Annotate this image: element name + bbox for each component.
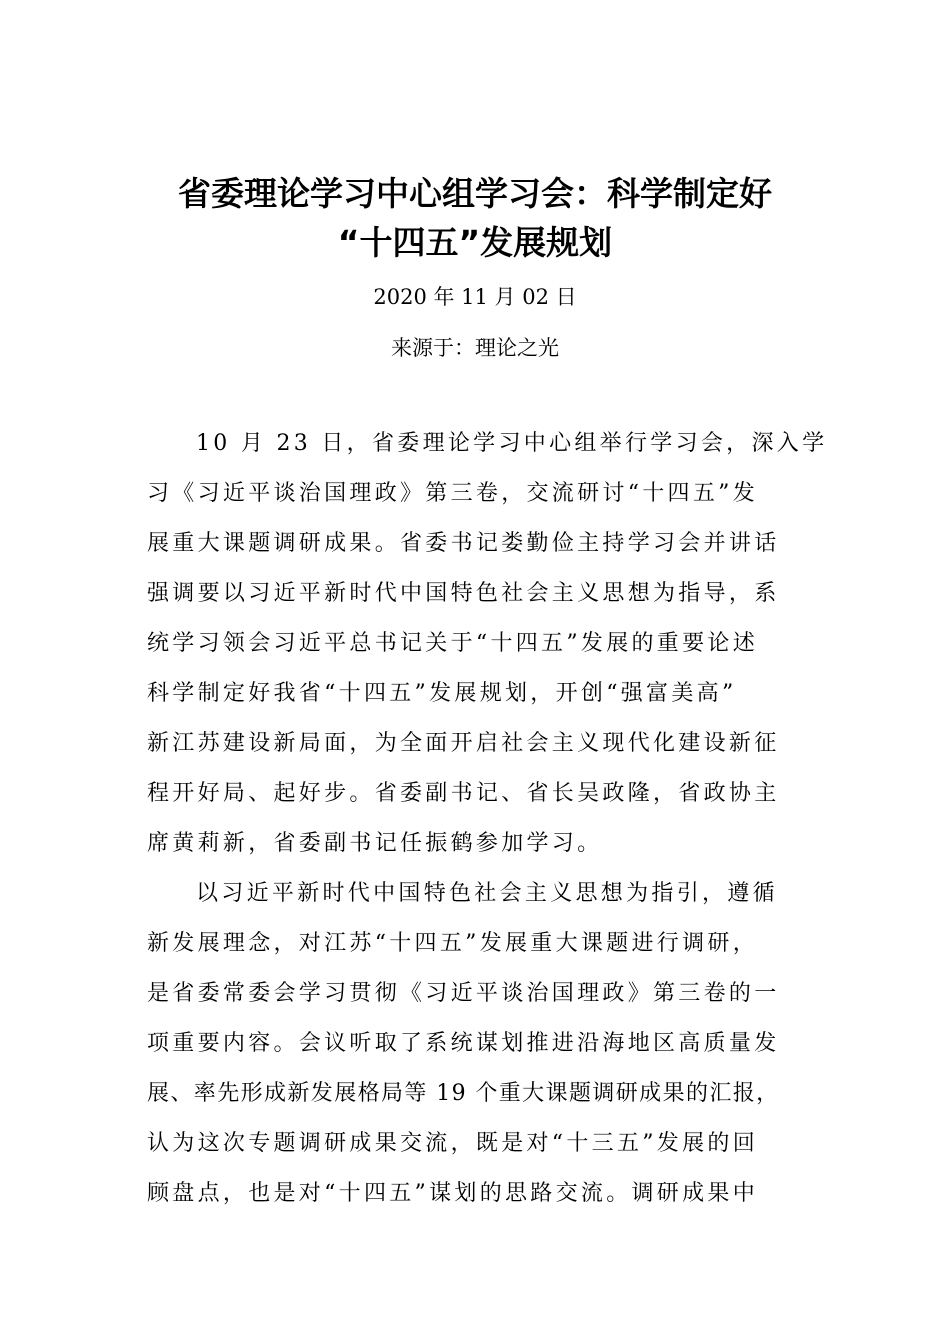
body-line: 展、率先形成新发展格局等 19 个重大课题调研成果的汇报，: [147, 1081, 780, 1106]
body-line: 程开好局、起好步。省委副书记、省长吴政隆，省政协主: [147, 781, 780, 806]
body-line: 顾盘点，也是对“十四五”谋划的思路交流。调研成果中: [147, 1181, 758, 1206]
body-line: 席黄莉新，省委副书记任振鹤参加学习。: [147, 831, 603, 856]
document-title-line-2: “十四五”发展规划: [337, 223, 613, 262]
body-line: 认为这次专题调研成果交流，既是对“十三五”发展的回: [147, 1131, 758, 1156]
document-title-line-1: 省委理论学习中心组学习会：科学制定好: [178, 174, 772, 213]
body-line: 是省委常委会学习贯彻《习近平谈治国理政》第三卷的一: [147, 981, 780, 1006]
body-line: 习《习近平谈治国理政》第三卷，交流研讨“十四五”发: [147, 481, 758, 506]
body-line: 以习近平新时代中国特色社会主义思想为指引，遵循: [196, 881, 778, 906]
body-line: 强调要以习近平新时代中国特色社会主义思想为指导，系: [147, 581, 780, 606]
body-line: 新江苏建设新局面，为全面开启社会主义现代化建设新征: [147, 731, 780, 756]
body-line: 科学制定好我省“十四五”发展规划，开创“强富美高”: [147, 681, 737, 706]
publish-date: 2020 年 11 月 02 日: [373, 285, 577, 309]
body-line: 新发展理念，对江苏“十四五”发展重大课题进行调研，: [147, 931, 758, 956]
body-line: 展重大课题调研成果。省委书记娄勤俭主持学习会并讲话: [147, 531, 780, 556]
body-line: 项重要内容。会议听取了系统谋划推进沿海地区高质量发: [147, 1031, 780, 1056]
body-line: 10 月 23 日，省委理论学习中心组举行学习会，深入学: [196, 431, 828, 456]
source-line: 来源于：理论之光: [391, 336, 559, 360]
body-line: 统学习领会习近平总书记关于“十四五”发展的重要论述: [147, 631, 758, 656]
